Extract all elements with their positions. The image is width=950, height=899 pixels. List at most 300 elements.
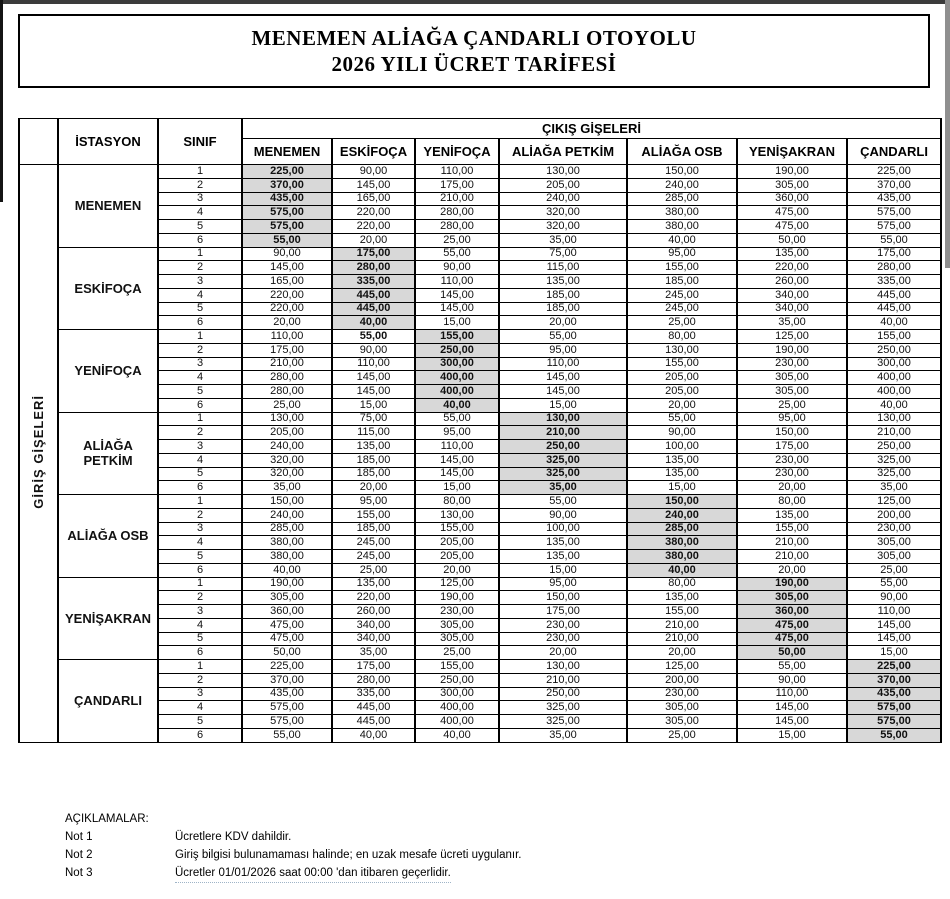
fee-cell: 20,00 [332, 233, 415, 247]
station-header: İSTASYON [58, 119, 158, 165]
fee-cell: 190,00 [737, 343, 847, 357]
fee-cell: 35,00 [499, 728, 627, 742]
fee-cell: 205,00 [627, 385, 737, 399]
fee-cell: 50,00 [242, 646, 332, 660]
fee-cell: 280,00 [332, 261, 415, 275]
tariff-row [19, 508, 941, 522]
fee-cell: 155,00 [415, 660, 499, 674]
fee-cell: 230,00 [737, 357, 847, 371]
fee-cell: 320,00 [499, 220, 627, 234]
fee-cell: 55,00 [415, 247, 499, 261]
fee-cell: 210,00 [499, 426, 627, 440]
fee-cell: 25,00 [847, 563, 941, 577]
fee-cell: 130,00 [415, 508, 499, 522]
tariff-row [19, 261, 941, 275]
fee-cell: 400,00 [415, 715, 499, 729]
tariff-row [19, 536, 941, 550]
class-cell: 1 [158, 660, 242, 674]
fee-cell: 110,00 [242, 330, 332, 344]
fee-cell: 320,00 [499, 206, 627, 220]
fee-cell: 320,00 [242, 453, 332, 467]
tariff-row [19, 412, 941, 426]
fee-cell: 20,00 [737, 481, 847, 495]
fee-cell: 125,00 [737, 330, 847, 344]
tariff-row [19, 522, 941, 536]
page-title-line1: MENEMEN ALİAĞA ÇANDARLI OTOYOLU [251, 26, 697, 50]
fee-cell: 145,00 [415, 467, 499, 481]
fee-cell: 35,00 [499, 233, 627, 247]
fee-cell: 435,00 [242, 687, 332, 701]
fee-cell: 50,00 [737, 233, 847, 247]
tariff-row [19, 481, 941, 495]
fee-cell: 300,00 [415, 687, 499, 701]
fee-cell: 475,00 [242, 618, 332, 632]
station-cell-1: ESKİFOÇA [58, 247, 158, 330]
notes-heading: AÇIKLAMALAR: [65, 813, 149, 825]
fee-cell: 20,00 [627, 646, 737, 660]
fee-cell: 155,00 [737, 522, 847, 536]
note-text: Ücretlere KDV dahildir. [175, 831, 292, 843]
fee-cell: 15,00 [627, 481, 737, 495]
tariff-row [19, 550, 941, 564]
class-cell: 6 [158, 316, 242, 330]
station-cell-0: MENEMEN [58, 165, 158, 248]
fee-cell: 145,00 [415, 302, 499, 316]
exit-column-header-2: YENİFOÇA [415, 139, 499, 165]
class-header: SINIF [158, 119, 242, 165]
tariff-row [19, 178, 941, 192]
fee-cell: 40,00 [627, 233, 737, 247]
tariff-row [19, 343, 941, 357]
fee-cell: 305,00 [737, 385, 847, 399]
fee-cell: 130,00 [499, 165, 627, 179]
fee-cell: 230,00 [499, 632, 627, 646]
fee-cell: 185,00 [627, 275, 737, 289]
tariff-row [19, 660, 941, 674]
tariff-row [19, 398, 941, 412]
fee-cell: 80,00 [627, 577, 737, 591]
fee-cell: 445,00 [332, 715, 415, 729]
fee-cell: 80,00 [627, 330, 737, 344]
class-cell: 4 [158, 536, 242, 550]
tariff-row [19, 577, 941, 591]
fee-cell: 130,00 [847, 412, 941, 426]
fee-cell: 205,00 [627, 371, 737, 385]
fee-cell: 185,00 [332, 453, 415, 467]
tariff-row [19, 233, 941, 247]
fee-cell: 445,00 [332, 288, 415, 302]
fee-cell: 380,00 [242, 550, 332, 564]
fee-cell: 110,00 [415, 440, 499, 454]
fee-cell: 435,00 [242, 192, 332, 206]
fee-cell: 155,00 [627, 357, 737, 371]
fee-cell: 435,00 [847, 192, 941, 206]
fee-cell: 370,00 [847, 673, 941, 687]
title-box [18, 14, 930, 88]
fee-cell: 445,00 [847, 288, 941, 302]
fee-cell: 145,00 [242, 261, 332, 275]
fee-cell: 220,00 [242, 302, 332, 316]
fee-cell: 145,00 [332, 371, 415, 385]
fee-cell: 245,00 [627, 288, 737, 302]
fee-cell: 55,00 [627, 412, 737, 426]
fee-cell: 90,00 [415, 261, 499, 275]
fee-cell: 20,00 [627, 398, 737, 412]
fee-cell: 335,00 [847, 275, 941, 289]
fee-cell: 55,00 [332, 330, 415, 344]
fee-cell: 175,00 [737, 440, 847, 454]
fee-cell: 335,00 [332, 687, 415, 701]
fee-cell: 100,00 [499, 522, 627, 536]
fee-cell: 95,00 [332, 495, 415, 509]
fee-cell: 340,00 [332, 632, 415, 646]
fee-cell: 240,00 [627, 178, 737, 192]
fee-cell: 90,00 [847, 591, 941, 605]
class-cell: 6 [158, 563, 242, 577]
fee-cell: 35,00 [499, 481, 627, 495]
fee-cell: 145,00 [332, 178, 415, 192]
fee-cell: 230,00 [415, 605, 499, 619]
fee-cell: 225,00 [242, 165, 332, 179]
fee-cell: 25,00 [627, 728, 737, 742]
fee-cell: 135,00 [627, 467, 737, 481]
fee-cell: 25,00 [415, 233, 499, 247]
note-label: Not 1 [65, 831, 93, 843]
fee-cell: 20,00 [332, 481, 415, 495]
fee-cell: 55,00 [499, 495, 627, 509]
class-cell: 3 [158, 687, 242, 701]
fee-cell: 25,00 [737, 398, 847, 412]
fee-cell: 150,00 [627, 165, 737, 179]
fee-cell: 400,00 [847, 385, 941, 399]
fee-cell: 40,00 [242, 563, 332, 577]
fee-cell: 340,00 [737, 288, 847, 302]
tariff-row [19, 715, 941, 729]
fee-cell: 240,00 [242, 508, 332, 522]
note-text: Giriş bilgisi bulunamaması halinde; en uzak mesafe ücreti uygulanır. [175, 849, 522, 861]
fee-cell: 305,00 [242, 591, 332, 605]
fee-cell: 95,00 [627, 247, 737, 261]
fee-cell: 35,00 [332, 646, 415, 660]
fee-cell: 145,00 [737, 701, 847, 715]
fee-cell: 40,00 [627, 563, 737, 577]
fee-cell: 50,00 [737, 646, 847, 660]
class-cell: 1 [158, 330, 242, 344]
class-cell: 3 [158, 522, 242, 536]
exit-column-header-6: ÇANDARLI [847, 139, 941, 165]
page-top-bar [0, 0, 950, 4]
fee-cell: 475,00 [737, 632, 847, 646]
class-cell: 3 [158, 357, 242, 371]
fee-cell: 130,00 [242, 412, 332, 426]
class-cell: 4 [158, 288, 242, 302]
fee-cell: 185,00 [499, 288, 627, 302]
fee-cell: 280,00 [242, 371, 332, 385]
fee-cell: 245,00 [332, 550, 415, 564]
fee-cell: 305,00 [415, 632, 499, 646]
fee-cell: 575,00 [242, 206, 332, 220]
fee-cell: 55,00 [242, 233, 332, 247]
class-cell: 5 [158, 385, 242, 399]
fee-cell: 225,00 [847, 660, 941, 674]
fee-cell: 15,00 [499, 563, 627, 577]
tariff-row [19, 453, 941, 467]
class-cell: 2 [158, 673, 242, 687]
fee-cell: 445,00 [332, 701, 415, 715]
fee-cell: 575,00 [847, 206, 941, 220]
fee-cell: 225,00 [242, 660, 332, 674]
class-cell: 5 [158, 550, 242, 564]
class-cell: 2 [158, 426, 242, 440]
fee-cell: 145,00 [499, 371, 627, 385]
fee-cell: 380,00 [627, 536, 737, 550]
fee-cell: 130,00 [499, 660, 627, 674]
fee-cell: 75,00 [332, 412, 415, 426]
fee-cell: 145,00 [415, 288, 499, 302]
fee-cell: 145,00 [847, 618, 941, 632]
fee-cell: 55,00 [499, 330, 627, 344]
fee-cell: 130,00 [499, 412, 627, 426]
tariff-row [19, 206, 941, 220]
fee-cell: 190,00 [415, 591, 499, 605]
tariff-row [19, 275, 941, 289]
exit-column-header-5: YENİŞAKRAN [737, 139, 847, 165]
fee-cell: 210,00 [242, 357, 332, 371]
fee-cell: 135,00 [332, 577, 415, 591]
fee-cell: 175,00 [332, 247, 415, 261]
fee-cell: 40,00 [847, 398, 941, 412]
class-cell: 6 [158, 398, 242, 412]
fee-cell: 135,00 [499, 550, 627, 564]
fee-cell: 155,00 [332, 508, 415, 522]
tariff-row [19, 426, 941, 440]
tariff-row [19, 192, 941, 206]
page-title-line2: 2026 YILI ÜCRET TARİFESİ [331, 52, 617, 76]
entry-axis-label-text: GİRİŞ GİŞELERİ [31, 394, 46, 509]
tariff-row [19, 591, 941, 605]
class-cell: 5 [158, 467, 242, 481]
fee-cell: 325,00 [847, 467, 941, 481]
fee-cell: 220,00 [332, 206, 415, 220]
fee-cell: 15,00 [847, 646, 941, 660]
fee-cell: 285,00 [627, 522, 737, 536]
fee-cell: 250,00 [847, 343, 941, 357]
entry-axis-label [19, 165, 58, 743]
tariff-row [19, 632, 941, 646]
fee-cell: 305,00 [627, 715, 737, 729]
class-cell: 3 [158, 275, 242, 289]
fee-cell: 125,00 [415, 577, 499, 591]
fee-cell: 305,00 [847, 536, 941, 550]
notes-section [65, 810, 521, 883]
fee-cell: 135,00 [737, 508, 847, 522]
fee-cell: 210,00 [847, 426, 941, 440]
class-cell: 1 [158, 412, 242, 426]
fee-cell: 155,00 [627, 605, 737, 619]
tariff-row [19, 618, 941, 632]
fee-cell: 360,00 [737, 605, 847, 619]
class-cell: 5 [158, 632, 242, 646]
fee-cell: 115,00 [499, 261, 627, 275]
tariff-row [19, 495, 941, 509]
fee-cell: 245,00 [627, 302, 737, 316]
fee-cell: 210,00 [415, 192, 499, 206]
fee-cell: 95,00 [499, 343, 627, 357]
tariff-table [18, 118, 942, 743]
class-cell: 6 [158, 646, 242, 660]
fee-cell: 20,00 [499, 646, 627, 660]
fee-cell: 280,00 [847, 261, 941, 275]
fee-cell: 190,00 [242, 577, 332, 591]
fee-cell: 95,00 [499, 577, 627, 591]
note-row-2 [65, 846, 521, 864]
fee-cell: 110,00 [415, 165, 499, 179]
fee-cell: 135,00 [499, 536, 627, 550]
class-cell: 4 [158, 701, 242, 715]
fee-cell: 15,00 [737, 728, 847, 742]
tariff-row [19, 357, 941, 371]
fee-cell: 35,00 [847, 481, 941, 495]
class-cell: 3 [158, 440, 242, 454]
tariff-row [19, 371, 941, 385]
tariff-row [19, 673, 941, 687]
tariff-row [19, 288, 941, 302]
fee-cell: 75,00 [499, 247, 627, 261]
fee-cell: 320,00 [242, 467, 332, 481]
fee-cell: 340,00 [332, 618, 415, 632]
fee-cell: 35,00 [737, 316, 847, 330]
class-cell: 4 [158, 371, 242, 385]
fee-cell: 325,00 [499, 701, 627, 715]
tariff-row [19, 687, 941, 701]
tariff-row [19, 563, 941, 577]
fee-cell: 220,00 [242, 288, 332, 302]
fee-cell: 250,00 [415, 673, 499, 687]
tariff-row [19, 165, 941, 179]
class-cell: 5 [158, 715, 242, 729]
fee-cell: 400,00 [847, 371, 941, 385]
fee-cell: 25,00 [415, 646, 499, 660]
fee-cell: 95,00 [737, 412, 847, 426]
note-label: Not 3 [65, 867, 93, 879]
fee-cell: 200,00 [847, 508, 941, 522]
fee-cell: 150,00 [737, 426, 847, 440]
fee-cell: 575,00 [847, 701, 941, 715]
fee-cell: 135,00 [332, 440, 415, 454]
fee-cell: 280,00 [332, 673, 415, 687]
fee-cell: 325,00 [499, 715, 627, 729]
fee-cell: 55,00 [847, 728, 941, 742]
scan-left-edge [0, 0, 3, 202]
header-corner-spacer [19, 119, 58, 165]
header-row-1 [19, 119, 941, 139]
class-cell: 2 [158, 261, 242, 275]
fee-cell: 110,00 [737, 687, 847, 701]
fee-cell: 90,00 [737, 673, 847, 687]
station-cell-2: YENİFOÇA [58, 330, 158, 413]
fee-cell: 220,00 [332, 220, 415, 234]
note-row-3 [65, 864, 521, 883]
fee-cell: 370,00 [242, 673, 332, 687]
class-cell: 2 [158, 343, 242, 357]
scan-right-edge [945, 0, 950, 268]
class-cell: 6 [158, 233, 242, 247]
fee-cell: 360,00 [242, 605, 332, 619]
fee-cell: 305,00 [847, 550, 941, 564]
fee-cell: 190,00 [737, 577, 847, 591]
fee-cell: 305,00 [737, 591, 847, 605]
fee-cell: 145,00 [737, 715, 847, 729]
fee-cell: 340,00 [737, 302, 847, 316]
station-cell-4: ALİAĞA OSB [58, 495, 158, 578]
fee-cell: 250,00 [415, 343, 499, 357]
exit-column-header-4: ALİAĞA OSB [627, 139, 737, 165]
class-cell: 6 [158, 481, 242, 495]
fee-cell: 20,00 [242, 316, 332, 330]
fee-cell: 145,00 [847, 632, 941, 646]
fee-cell: 230,00 [627, 687, 737, 701]
fee-cell: 220,00 [332, 591, 415, 605]
fee-cell: 210,00 [627, 618, 737, 632]
fee-cell: 155,00 [415, 330, 499, 344]
fee-cell: 300,00 [847, 357, 941, 371]
fee-cell: 90,00 [332, 165, 415, 179]
fee-cell: 95,00 [415, 426, 499, 440]
fee-cell: 155,00 [415, 522, 499, 536]
fee-cell: 305,00 [737, 371, 847, 385]
fee-cell: 190,00 [737, 165, 847, 179]
fee-cell: 55,00 [847, 233, 941, 247]
fee-cell: 370,00 [847, 178, 941, 192]
fee-cell: 155,00 [627, 261, 737, 275]
fee-cell: 475,00 [242, 632, 332, 646]
fee-cell: 35,00 [242, 481, 332, 495]
fee-cell: 475,00 [737, 206, 847, 220]
fee-cell: 380,00 [242, 536, 332, 550]
fee-cell: 175,00 [499, 605, 627, 619]
fee-cell: 25,00 [332, 563, 415, 577]
fee-cell: 575,00 [847, 220, 941, 234]
fee-cell: 175,00 [847, 247, 941, 261]
tariff-row [19, 728, 941, 742]
fee-cell: 475,00 [737, 618, 847, 632]
fee-cell: 145,00 [499, 385, 627, 399]
fee-cell: 230,00 [847, 522, 941, 536]
fee-cell: 185,00 [499, 302, 627, 316]
fee-cell: 15,00 [415, 316, 499, 330]
fee-cell: 205,00 [499, 178, 627, 192]
fee-cell: 100,00 [627, 440, 737, 454]
fee-cell: 305,00 [415, 618, 499, 632]
fee-cell: 110,00 [415, 275, 499, 289]
tariff-row [19, 302, 941, 316]
fee-cell: 115,00 [332, 426, 415, 440]
fee-cell: 90,00 [332, 343, 415, 357]
fee-cell: 150,00 [499, 591, 627, 605]
fee-cell: 230,00 [737, 467, 847, 481]
fee-cell: 15,00 [499, 398, 627, 412]
fee-cell: 220,00 [737, 261, 847, 275]
fee-cell: 205,00 [242, 426, 332, 440]
fee-cell: 380,00 [627, 550, 737, 564]
fee-cell: 135,00 [737, 247, 847, 261]
class-cell: 4 [158, 618, 242, 632]
fee-cell: 165,00 [332, 192, 415, 206]
fee-cell: 370,00 [242, 178, 332, 192]
fee-cell: 40,00 [332, 728, 415, 742]
fee-cell: 150,00 [627, 495, 737, 509]
fee-cell: 150,00 [242, 495, 332, 509]
